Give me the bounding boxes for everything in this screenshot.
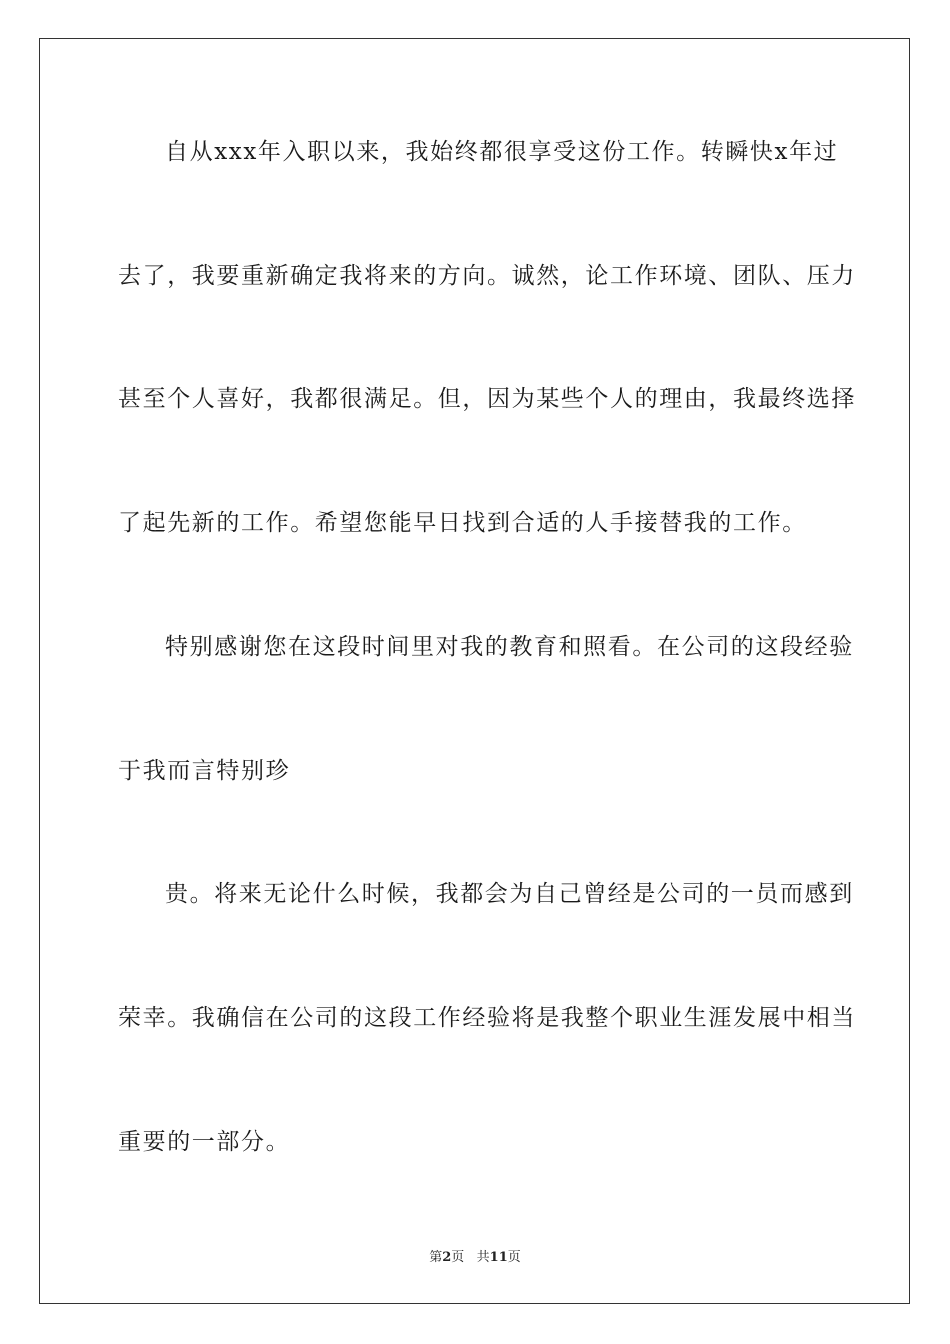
text-line-8: 荣幸。我确信在公司的这段工作经验将是我整个职业生涯发展中相当: [118, 1005, 856, 1031]
text-line-2: 去了，我要重新确定我将来的方向。诚然，论工作环境、团队、压力: [118, 263, 856, 289]
footer-mid: 页 共: [451, 1250, 490, 1265]
footer-suffix: 页: [507, 1250, 521, 1265]
footer-current-page: 2: [442, 1250, 452, 1265]
text-line-1: 自从xxx年入职以来，我始终都很享受这份工作。转瞬快x年过: [165, 139, 839, 165]
text-line-7: 贵。将来无论什么时候，我都会为自己曾经是公司的一员而感到: [165, 881, 854, 907]
text-line-9: 重要的一部分。: [118, 1129, 291, 1155]
text-line-5: 特别感谢您在这段时间里对我的教育和照看。在公司的这段经验: [165, 634, 854, 660]
page-border: [39, 38, 910, 1304]
footer-prefix: 第: [429, 1250, 443, 1265]
text-line-6: 于我而言特别珍: [118, 758, 291, 784]
text-line-4: 了起先新的工作。希望您能早日找到合适的人手接替我的工作。: [118, 510, 807, 536]
page-footer: [0, 1246, 950, 1265]
footer-total-pages: 11: [489, 1250, 508, 1265]
text-line-3: 甚至个人喜好，我都很满足。但，因为某些个人的理由，我最终选择: [118, 386, 856, 412]
